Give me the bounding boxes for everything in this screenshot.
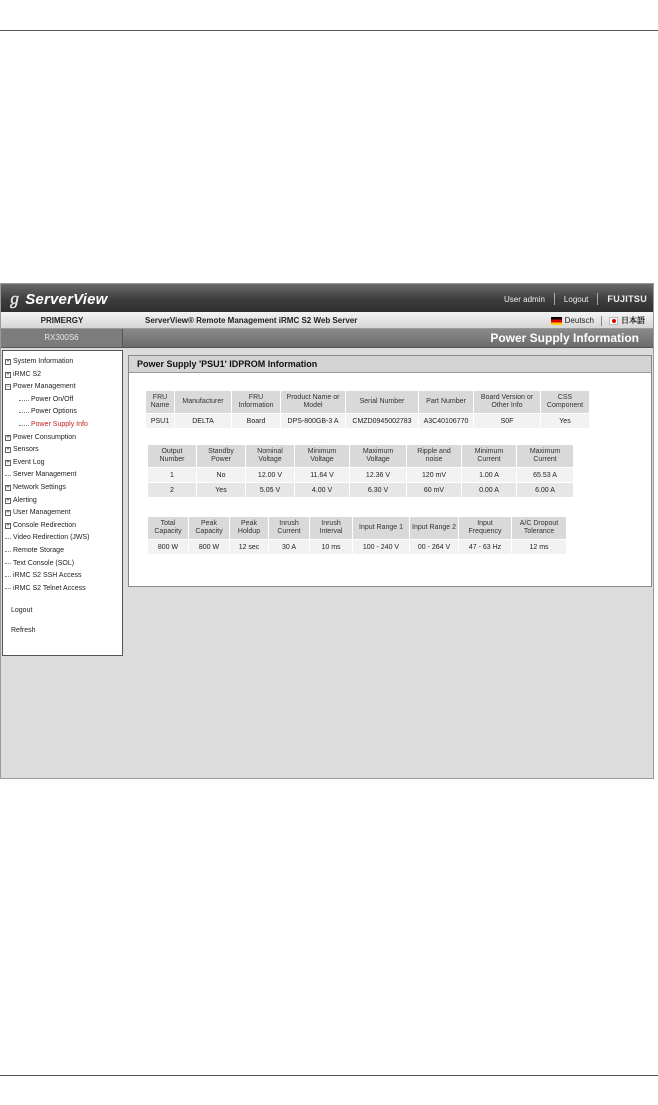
column-header: Inrush Current xyxy=(269,517,309,539)
fru-info-table xyxy=(145,390,590,429)
table-cell: 11.64 V xyxy=(295,468,349,482)
sidebar-item-label: iRMC S2 SSH Access xyxy=(13,572,82,580)
sidebar-item-power-consumption[interactable] xyxy=(3,432,122,445)
sidebar-item-label: Event Log xyxy=(13,458,45,466)
column-header: CSS Component xyxy=(541,391,589,413)
german-flag-icon xyxy=(551,317,562,325)
column-header: Nominal Voltage xyxy=(246,445,294,467)
column-header: Inrush Interval xyxy=(310,517,352,539)
sidebar-logout-link[interactable]: Logout xyxy=(11,607,33,615)
sidebar-item-label: System Information xyxy=(13,358,74,365)
column-header: Serial Number xyxy=(346,391,418,413)
sidebar-item-console-redirection[interactable] xyxy=(3,520,122,533)
table-row xyxy=(148,468,573,482)
tree-line-icon xyxy=(19,412,29,413)
table-cell: 6.30 V xyxy=(350,483,406,497)
tree-line-icon xyxy=(19,425,29,426)
sidebar-item-irmc-s2[interactable] xyxy=(3,369,122,382)
table-cell: 800 W xyxy=(148,540,188,554)
expand-icon: + xyxy=(6,371,10,378)
sidebar-item-label: Console Redirection xyxy=(13,521,77,529)
table-cell: 5.05 V xyxy=(246,483,294,497)
expand-icon: + xyxy=(6,497,10,504)
top-bar xyxy=(1,284,653,312)
tree-line-icon xyxy=(5,475,11,476)
sidebar xyxy=(2,350,123,656)
column-header: FRU Information xyxy=(232,391,280,413)
sidebar-item-label: iRMC S2 xyxy=(13,370,42,378)
column-header: A/C Dropout Tolerance xyxy=(512,517,566,539)
column-header: Board Version or Other Info xyxy=(474,391,540,413)
expand-icon: + xyxy=(6,434,10,441)
output-info-table xyxy=(147,444,574,498)
tree-line-icon xyxy=(5,588,11,589)
fujitsu-logo: FUJITSU xyxy=(607,294,647,304)
table-cell: PSU1 xyxy=(146,414,174,428)
table-cell: CMZD0945002783 xyxy=(346,414,418,428)
sidebar-item-irmc-s2-ssh-access[interactable] xyxy=(3,570,122,583)
divider xyxy=(554,293,555,305)
table-cell: 1.00 A xyxy=(462,468,516,482)
sidebar-item-label: Power On/Off xyxy=(31,395,74,403)
expand-icon: + xyxy=(6,523,10,530)
column-header: Maximum Current xyxy=(517,445,573,467)
sidebar-actions xyxy=(3,595,122,634)
table-cell: Yes xyxy=(197,483,245,497)
sidebar-nav xyxy=(3,351,122,595)
table-cell: DPS-800GB-3 A xyxy=(281,414,345,428)
expand-icon: + xyxy=(6,359,10,366)
sidebar-item-video-redirection-jws[interactable] xyxy=(3,532,122,545)
sidebar-item-power-on-off[interactable] xyxy=(3,394,122,407)
table-cell: 2 xyxy=(148,483,196,497)
table-cell: 10 ms xyxy=(310,540,352,554)
serverview-logo xyxy=(7,288,108,309)
table-cell: 30 A xyxy=(269,540,309,554)
serverview-logo-icon: ℊ xyxy=(7,291,23,308)
table-cell: 65.53 A xyxy=(517,468,573,482)
tree-line-icon xyxy=(5,538,11,539)
table-cell: Board xyxy=(232,414,280,428)
japanese-flag-icon xyxy=(609,317,618,325)
table-row xyxy=(146,414,589,428)
page-top-rule xyxy=(0,30,658,31)
content-panel xyxy=(128,355,652,587)
sidebar-item-label: Power Options xyxy=(31,408,77,416)
tree-line-icon xyxy=(5,563,11,564)
sidebar-item-label: Video Redirection (JWS) xyxy=(13,534,90,542)
sidebar-item-system-information[interactable] xyxy=(3,356,122,369)
sidebar-item-power-options[interactable] xyxy=(3,406,122,419)
column-header: Total Capacity xyxy=(148,517,188,539)
table-cell: 47 - 63 Hz xyxy=(459,540,511,554)
divider xyxy=(597,293,598,305)
table-cell: 4.00 V xyxy=(295,483,349,497)
table-row xyxy=(148,483,573,497)
sidebar-item-label: Text Console (SOL) xyxy=(13,559,75,567)
logout-link[interactable]: Logout xyxy=(563,294,589,304)
sidebar-item-label: Power Supply Info xyxy=(31,420,88,428)
sidebar-item-server-management[interactable] xyxy=(3,469,122,482)
page-title: Power Supply Information xyxy=(490,331,639,345)
collapse-icon: − xyxy=(6,384,10,391)
sub-header xyxy=(1,312,653,329)
sidebar-item-user-management[interactable] xyxy=(3,507,122,520)
page-bottom-rule xyxy=(0,1075,658,1076)
column-header: Ripple and noise xyxy=(407,445,461,467)
product-title: ServerView® Remote Management iRMC S2 Web Server xyxy=(145,316,358,325)
column-header: Peak Holdup xyxy=(230,517,268,539)
tree-line-icon xyxy=(19,400,29,401)
sidebar-item-alerting[interactable] xyxy=(3,495,122,508)
user-label: User admin xyxy=(504,294,545,304)
table-cell: 12.36 V xyxy=(350,468,406,482)
table-header-row xyxy=(148,445,573,467)
table-cell: DELTA xyxy=(175,414,231,428)
sidebar-item-network-settings[interactable] xyxy=(3,482,122,495)
table-cell: 1 xyxy=(148,468,196,482)
sidebar-item-label: Alerting xyxy=(13,496,37,504)
sidebar-item-label: Sensors xyxy=(13,446,39,454)
column-header: Input Range 1 xyxy=(353,517,409,539)
sidebar-item-sensors[interactable] xyxy=(3,444,122,457)
divider xyxy=(601,316,602,326)
table-cell: No xyxy=(197,468,245,482)
table-cell: 12 ms xyxy=(512,540,566,554)
expand-icon: + xyxy=(6,485,10,492)
column-header: Manufacturer xyxy=(175,391,231,413)
table-cell: 12.00 V xyxy=(246,468,294,482)
table-cell: A3C40106770 xyxy=(419,414,473,428)
column-header: Product Name or Model xyxy=(281,391,345,413)
table-header-row xyxy=(148,517,566,539)
table-row xyxy=(148,540,566,554)
column-header: Minimum Current xyxy=(462,445,516,467)
host-name: RX300S6 xyxy=(1,329,123,347)
top-right-links xyxy=(504,293,647,305)
capacity-info-table xyxy=(147,516,567,555)
table-cell: 6.00 A xyxy=(517,483,573,497)
column-header: Input Frequency xyxy=(459,517,511,539)
lang-japanese-link[interactable]: 日本語 xyxy=(621,316,645,325)
table-cell: 12 sec xyxy=(230,540,268,554)
column-header: Standby Power xyxy=(197,445,245,467)
column-header: Input Range 2 xyxy=(410,517,458,539)
logo-text: ServerView xyxy=(25,291,108,308)
column-header: Maximum Voltage xyxy=(350,445,406,467)
tree-line-icon xyxy=(5,551,11,552)
expand-icon: + xyxy=(6,510,10,517)
sidebar-item-label: User Management xyxy=(13,509,71,517)
sidebar-item-label: Power Management xyxy=(13,383,76,391)
column-header: FRU Name xyxy=(146,391,174,413)
table-cell: 0.00 A xyxy=(462,483,516,497)
sidebar-item-text-console-sol[interactable] xyxy=(3,558,122,571)
title-bar xyxy=(1,329,653,348)
table-cell: 100 - 240 V xyxy=(353,540,409,554)
sidebar-item-label: Remote Storage xyxy=(13,546,64,554)
sidebar-item-remote-storage[interactable] xyxy=(3,545,122,558)
table-header-row xyxy=(146,391,589,413)
sidebar-item-label: Power Consumption xyxy=(13,433,77,441)
tree-line-icon xyxy=(5,576,11,577)
table-cell: 120 mV xyxy=(407,468,461,482)
browser-screenshot xyxy=(0,283,654,779)
sidebar-item-label: Server Management xyxy=(13,471,77,479)
table-cell: S0F xyxy=(474,414,540,428)
sidebar-item-label: Network Settings xyxy=(13,483,66,491)
table-cell: 800 W xyxy=(189,540,229,554)
column-header: Part Number xyxy=(419,391,473,413)
sidebar-item-irmc-s2-telnet-access[interactable] xyxy=(3,583,122,596)
table-cell: Yes xyxy=(541,414,589,428)
sidebar-item-label: iRMC S2 Telnet Access xyxy=(13,584,86,592)
system-name: PRIMERGY xyxy=(40,316,84,325)
expand-icon: + xyxy=(6,460,10,467)
sidebar-item-power-supply-info[interactable] xyxy=(3,419,122,432)
column-header: Minimum Voltage xyxy=(295,445,349,467)
lang-deutsch-link[interactable]: Deutsch xyxy=(564,316,594,325)
sidebar-item-power-management[interactable] xyxy=(3,381,122,394)
sidebar-refresh-link[interactable]: Refresh xyxy=(11,627,36,635)
column-header: Output Number xyxy=(148,445,196,467)
table-cell: 60 mV xyxy=(407,483,461,497)
language-switcher xyxy=(551,315,645,326)
sidebar-item-event-log[interactable] xyxy=(3,457,122,470)
column-header: Peak Capacity xyxy=(189,517,229,539)
expand-icon: + xyxy=(6,447,10,454)
content-heading: Power Supply 'PSU1' IDPROM Information xyxy=(129,356,651,373)
table-cell: 00 - 264 V xyxy=(410,540,458,554)
